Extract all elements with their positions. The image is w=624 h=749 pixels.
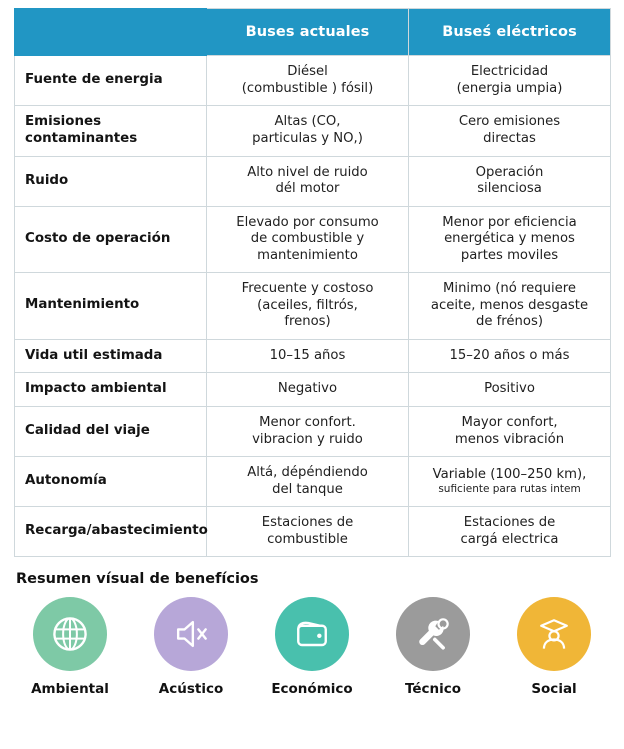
table-row xyxy=(15,273,611,340)
row-label: Fuente de energia xyxy=(15,56,207,106)
row-current-value: Estaciones de combustible xyxy=(207,507,409,557)
benefit-circle xyxy=(275,597,349,671)
benefit-label: Técnico xyxy=(404,681,462,697)
table-header xyxy=(15,9,611,56)
row-label: Vida util estimada xyxy=(15,339,207,373)
row-label: Costo de operación xyxy=(15,206,207,273)
row-current-value: Alto nivel de ruido dél motor xyxy=(207,156,409,206)
row-electric-value: 15–20 años o más xyxy=(409,339,611,373)
wrench-gear-icon xyxy=(411,612,455,656)
table-row xyxy=(15,373,611,407)
row-electric-value: Mayor confort, menos vibración xyxy=(409,407,611,457)
table-row xyxy=(15,56,611,106)
table-body xyxy=(15,56,611,557)
row-electric-value: Positivo xyxy=(409,373,611,407)
table-header-row xyxy=(15,9,611,56)
benefit-label: Social xyxy=(531,681,577,697)
globe-icon xyxy=(48,612,92,656)
wallet-icon xyxy=(290,612,334,656)
table-row xyxy=(15,507,611,557)
summary-title: Resumen vísual de benefícios xyxy=(16,571,259,587)
row-current-value: Negativo xyxy=(207,373,409,407)
table-row xyxy=(15,339,611,373)
table-row xyxy=(15,407,611,457)
benefit-circle xyxy=(396,597,470,671)
benefits-icon-row xyxy=(14,597,610,697)
row-label: Calidad del viaje xyxy=(15,407,207,457)
benefit-circle xyxy=(154,597,228,671)
table-row xyxy=(15,457,611,507)
benefit-item-acustico xyxy=(135,597,247,697)
table-header-electric: Buseś eléctricos xyxy=(409,9,611,56)
table-row xyxy=(15,156,611,206)
row-label: Autonomía xyxy=(15,457,207,507)
comparison-table xyxy=(14,8,611,557)
benefit-item-economico xyxy=(256,597,368,697)
row-label: Ruido xyxy=(15,156,207,206)
row-label: Impacto ambiental xyxy=(15,373,207,407)
table-header-current: Buses actuales xyxy=(207,9,409,56)
benefit-item-ambiental xyxy=(14,597,126,697)
row-label: Mantenimiento xyxy=(15,273,207,340)
benefit-item-social xyxy=(498,597,610,697)
benefit-circle xyxy=(33,597,107,671)
row-current-value: Altas (CO, particulas y NO,) xyxy=(207,106,409,157)
row-current-value: 10–15 años xyxy=(207,339,409,373)
row-electric-value: Menor por eficiencia energética y menos partes moviles xyxy=(409,206,611,273)
benefit-item-tecnico xyxy=(377,597,489,697)
row-current-value: Altá, dépéndiendo del tanque xyxy=(207,457,409,507)
row-electric-value: Estaciones de cargá electrica xyxy=(409,507,611,557)
row-electric-value: Operación silenciosa xyxy=(409,156,611,206)
row-electric-value: Electricidad (energia umpia) xyxy=(409,56,611,106)
row-electric-value xyxy=(409,457,611,507)
row-electric-note: suficiente para rutas intem xyxy=(438,483,581,496)
row-label: Emisiones contaminantes xyxy=(15,106,207,157)
row-current-value: Frecuente y costoso (aceiles, filtrós, frenos) xyxy=(207,273,409,340)
row-current-value: Menor confort. vibracion y ruido xyxy=(207,407,409,457)
row-electric-value: Cero emisiones directas xyxy=(409,106,611,157)
muted-speaker-icon xyxy=(169,612,213,656)
benefit-circle xyxy=(517,597,591,671)
row-current-value: Elevado por consumo de combustible y mantenimiento xyxy=(207,206,409,273)
graduate-person-icon xyxy=(532,612,576,656)
table-row xyxy=(15,206,611,273)
benefit-label: Ambiental xyxy=(31,681,109,697)
benefit-label: Acústico xyxy=(158,681,224,697)
row-label: Recarga/abastecimiento xyxy=(15,507,207,557)
row-electric-main: Variable (100–250 km), xyxy=(432,466,587,482)
table-row xyxy=(15,106,611,157)
benefit-label: Económico xyxy=(271,681,353,697)
row-current-value: Diésel (combustible ) fósil) xyxy=(207,56,409,106)
table-header-corner xyxy=(15,9,207,56)
row-electric-value: Minimo (nó requiere aceite, menos desgaste de frénos) xyxy=(409,273,611,340)
